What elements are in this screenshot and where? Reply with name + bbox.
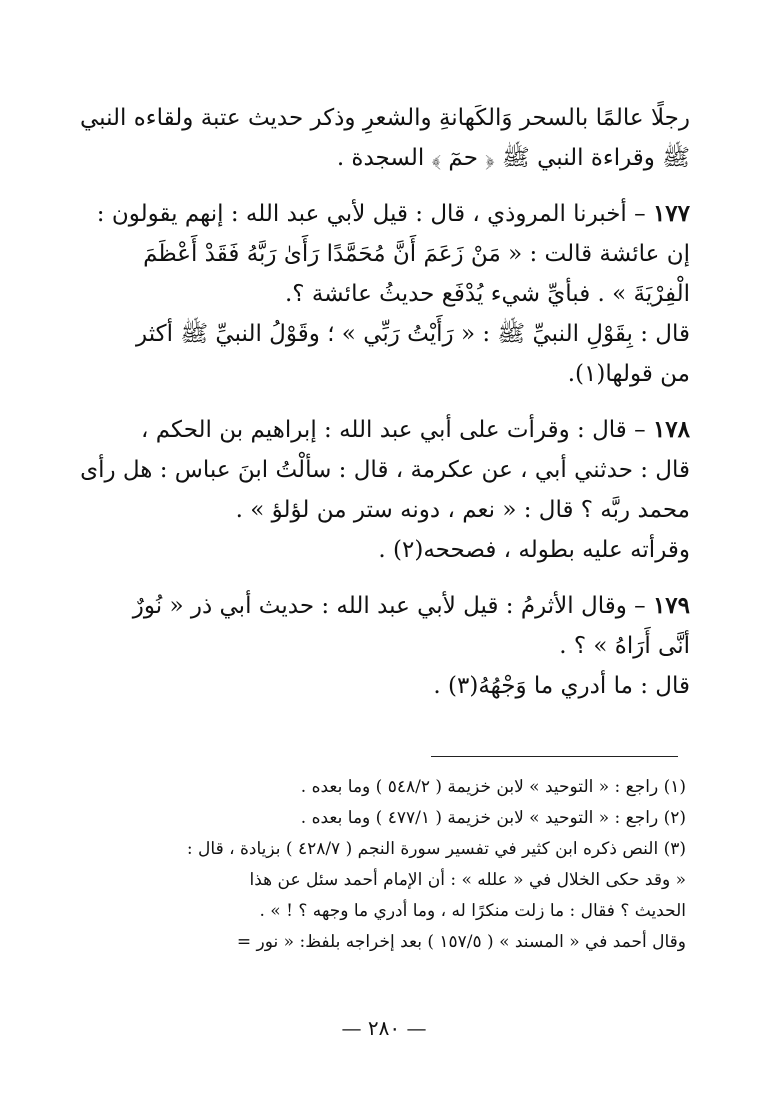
- narration-number: ١٧٧: [652, 200, 690, 227]
- page-number: — ٢٨٠ —: [341, 1016, 427, 1040]
- footnote-3-line-4: وقال أحمد في « المسند » ( ١٥٧/٥ ) بعد إخراجه بلفظ: « نور =: [236, 932, 686, 952]
- footnote-2: (٢) راجع : « التوحيد » لابن خزيمة ( ٤٧٧/١ ) وما بعده .: [300, 808, 686, 828]
- narration-179-line-2: أنَّى أَرَاهُ » ؟ .: [559, 633, 690, 659]
- footnote-divider: [431, 756, 678, 757]
- narration-number: ١٧٨: [652, 416, 690, 443]
- narration-text: – وقال الأثرمُ : قيل لأبي عبد الله : حديث أبي ذر « نُورٌ: [132, 593, 653, 619]
- section-gap: [72, 570, 690, 586]
- narration-179-line-1: [72, 586, 690, 626]
- intro-line-2: ﷺ وقراءة النبي ﷺ ﴿ حمٓ ﴾ السجدة .: [336, 145, 690, 171]
- narration-177-line-1: [72, 194, 690, 234]
- narration-178-line-4: وقرأته عليه بطوله ، فصححه(٢) .: [378, 537, 690, 563]
- main-text: [72, 98, 690, 706]
- footnote-3-line-2: « وقد حكى الخلال في « علله » : أن الإمام أحمد سئل عن هذا: [249, 870, 686, 890]
- section-gap: [72, 394, 690, 410]
- narration-179-line-3: قال : ما أدري ما وَجْهُهُ(٣) .: [433, 673, 690, 699]
- footnotes: [72, 772, 686, 958]
- narration-178-line-3: محمد ربَّه ؟ قال : « نعم ، دونه ستر من لؤلؤ » .: [235, 497, 690, 523]
- footnote-3-line-1: (٣) النص ذكره ابن كثير في تفسير سورة النجم ( ٤٢٨/٧ ) بزيادة ، قال :: [186, 839, 686, 859]
- section-gap: [72, 178, 690, 194]
- footnote-1: (١) راجع : « التوحيد » لابن خزيمة ( ٥٤٨/٢ ) وما بعده .: [300, 777, 686, 797]
- narration-177-line-4: قال : بِقَوْلِ النبيِّ ﷺ : « رَأَيْتُ رَبِّي » ؛ وقَوْلُ النبيِّ ﷺ أكثر: [136, 321, 690, 347]
- narration-177-line-3: الْفِرْيَةَ » . فبأيِّ شيء يُدْفَع حديثُ عائشة ؟.: [284, 281, 690, 307]
- narration-178-line-1: [72, 410, 690, 450]
- footnote-3-line-3: الحديث ؟ فقال : ما زلت منكرًا له ، وما أدري ما وجهه ؟ ! » .: [259, 901, 686, 921]
- intro-line-1: رجلًا عالمًا بالسحر وَالكَهانةِ والشعرِ وذكر حديث عتبة ولقاءه النبي: [80, 105, 690, 131]
- narration-178-line-2: قال : حدثني أبي ، عن عكرمة ، قال : سألْتُ ابنَ عباس : هل رأى: [80, 457, 690, 483]
- narration-text: – أخبرنا المروذي ، قال : قيل لأبي عبد الله : إنهم يقولون :: [96, 201, 653, 227]
- narration-number: ١٧٩: [652, 592, 690, 619]
- narration-177-line-5: من قولها(١).: [567, 361, 690, 387]
- narration-177-line-2: إن عائشة قالت : « مَنْ زَعَمَ أَنَّ مُحَمَّدًا رَأَىٰ رَبَّهُ فَقَدْ أَعْظَمَ: [143, 241, 690, 267]
- narration-text: – قال : وقرأت على أبي عبد الله : إبراهيم بن الحكم ،: [140, 417, 653, 443]
